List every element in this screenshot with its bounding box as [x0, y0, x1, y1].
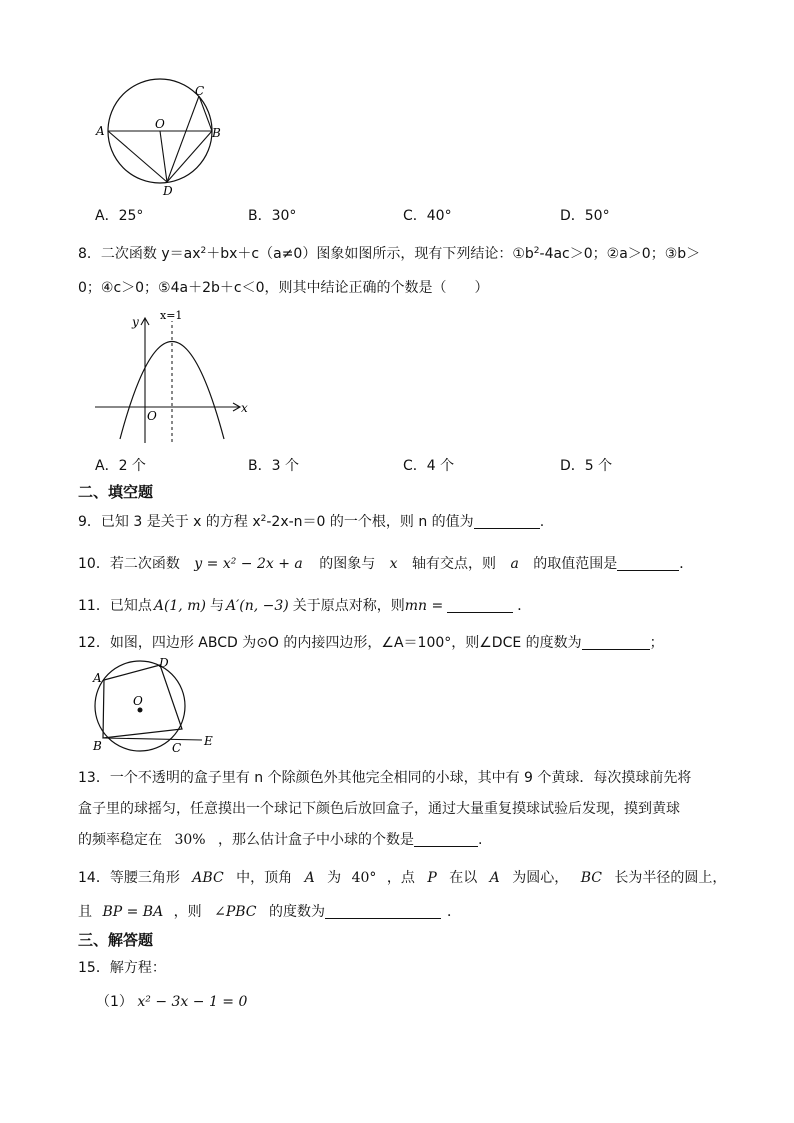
q14-abc: ABC	[192, 870, 224, 886]
q14-bp-eq-ba: BP = BA	[102, 904, 164, 920]
q10-answer-blank[interactable]	[617, 554, 679, 571]
q9-line	[78, 512, 544, 532]
label-a: A	[96, 124, 105, 138]
q14-text-10: 的度数为	[268, 904, 325, 920]
q10-x: x	[389, 556, 398, 572]
q12-answer-blank[interactable]	[582, 633, 650, 650]
q15-part1	[96, 992, 247, 1012]
q14-text-9: ，则	[173, 904, 202, 920]
q10-line	[78, 554, 693, 574]
label-a-q12: A	[93, 671, 102, 685]
q7-option-a: A．25°	[95, 208, 144, 224]
q13-line3	[78, 830, 482, 850]
label-o-q12: O	[133, 694, 143, 708]
q7-option-b: B．30°	[248, 208, 297, 224]
q12-quadrilateral-figure	[90, 655, 220, 757]
q14-text-5: 在以	[449, 870, 478, 886]
q11-line	[78, 596, 531, 616]
q14-angle-pbc: ∠PBC	[214, 904, 257, 920]
label-b: B	[212, 126, 221, 140]
q11-end: ．	[517, 598, 532, 614]
q8-text-2: ＋bx＋c（a≠0）图象如图所示，现有下列结论：①b	[206, 246, 534, 262]
label-o: O	[155, 117, 165, 131]
q15-title: 15．解方程：	[78, 960, 166, 976]
q13-text-1: 的频率稳定在	[78, 832, 162, 848]
q8-option-a: A．2 个	[95, 458, 146, 474]
q11-text-3: 关于原点对称，则	[292, 598, 405, 614]
q14-text-8: 且	[78, 904, 92, 920]
q14-text-6: 为圆心，	[512, 870, 569, 886]
q14-text-1: 14．等腰三角形	[78, 870, 180, 886]
label-e-q12: E	[204, 734, 213, 748]
q10-text-2: 的图象与	[319, 556, 376, 572]
q14-text-7: 长为半径的圆上，	[614, 870, 727, 886]
q14-degree: 40°	[351, 870, 377, 886]
q9-end: .	[539, 514, 545, 530]
q11-point-a-prime: A′(n, −3)	[225, 598, 289, 614]
q13-line2: 盒子里的球摇匀，任意摸出一个球记下颜色后放回盒子，通过大量重复摸球试验后发现，摸到黄球	[78, 801, 680, 817]
q8-line1	[78, 244, 700, 264]
q12-text: 12．如图，四边形 ABCD 为⊙O 的内接四边形，∠A＝100°，则∠DCE 的度数为	[78, 635, 582, 651]
q8-text-3: -4ac＞0；②a＞0；③b＞	[539, 246, 701, 262]
q7-option-d: D．50°	[560, 208, 610, 224]
q8-sup-1: 2	[200, 246, 207, 256]
q11-point-a: A(1, m)	[153, 598, 206, 614]
q13-line1: 13．一个不透明的盒子里有 n 个除颜色外其他完全相同的小球，其中有 9 个黄球．每次摸球前先将	[78, 770, 692, 786]
q12-line	[78, 633, 664, 653]
section-2-heading: 二、填空题	[78, 483, 154, 501]
q14-text-3: 为	[327, 870, 342, 886]
q8-line2: 0；④c＞0；⑤4a＋2b＋c＜0，则其中结论正确的个数是（ ）	[78, 280, 489, 296]
q14-line2	[78, 902, 461, 922]
q8-option-b: B．3 个	[248, 458, 299, 474]
q14-text-4: ，点	[386, 870, 415, 886]
q13-answer-blank[interactable]	[414, 830, 478, 847]
q15-part1-equation: x² − 3x − 1 = 0	[137, 994, 248, 1010]
q14-line1	[78, 868, 726, 888]
q11-answer-blank[interactable]	[447, 596, 513, 613]
q8-option-c: C．4 个	[403, 458, 455, 474]
label-d: D	[163, 184, 173, 198]
q7-circle-figure	[95, 78, 230, 198]
q9-sup: 2	[260, 514, 267, 524]
label-d-q12: D	[159, 656, 169, 670]
q10-text-4: 的取值范围是	[533, 556, 618, 572]
axis-y-label: y	[132, 315, 139, 329]
q12-end: ；	[649, 635, 664, 651]
q9-answer-blank[interactable]	[474, 512, 540, 529]
q14-end: ．	[446, 904, 461, 920]
q11-mn: mn =	[404, 598, 444, 614]
q8-parabola-figure	[90, 308, 255, 443]
q10-a: a	[510, 556, 519, 572]
q14-a: A	[304, 870, 315, 886]
q13-percent: 30%	[174, 832, 206, 848]
q14-bc: BC	[580, 870, 602, 886]
q14-a2: A	[489, 870, 500, 886]
q8-sup-2: 2	[533, 246, 540, 256]
axis-x-label: x	[241, 401, 248, 415]
q9-text-2: -2x-n＝0 的一个根，则 n 的值为	[266, 514, 474, 530]
q9-text-1: 9．已知 3 是关于 x 的方程 x	[78, 514, 261, 530]
q13-end: .	[478, 832, 483, 848]
q7-option-c: C．40°	[403, 208, 452, 224]
q8-option-d: D．5 个	[560, 458, 613, 474]
q8-text-1: 8．二次函数 y＝ax	[78, 246, 201, 262]
q13-text-2: ，那么估计盒子中小球的个数是	[218, 832, 415, 848]
q14-p: P	[427, 870, 437, 886]
label-c-q12: C	[172, 741, 182, 755]
q14-text-2: 中，顶角	[236, 870, 293, 886]
q10-function: y = x² − 2x + a	[194, 556, 303, 572]
q11-text-2: 与	[209, 598, 224, 614]
label-c: C	[195, 84, 205, 98]
symmetry-axis-label: x=1	[160, 309, 183, 322]
label-b-q12: B	[93, 739, 102, 753]
origin-label: O	[147, 409, 157, 423]
q14-answer-blank[interactable]	[325, 902, 441, 919]
section-3-heading: 三、解答题	[78, 931, 154, 949]
q10-text-3: 轴有交点，则	[412, 556, 497, 572]
q15-part1-label: （1）	[96, 994, 133, 1010]
q10-text-1: 10．若二次函数	[78, 556, 180, 572]
q10-end: ．	[679, 556, 694, 572]
q11-text-1: 11．已知点	[78, 598, 152, 614]
